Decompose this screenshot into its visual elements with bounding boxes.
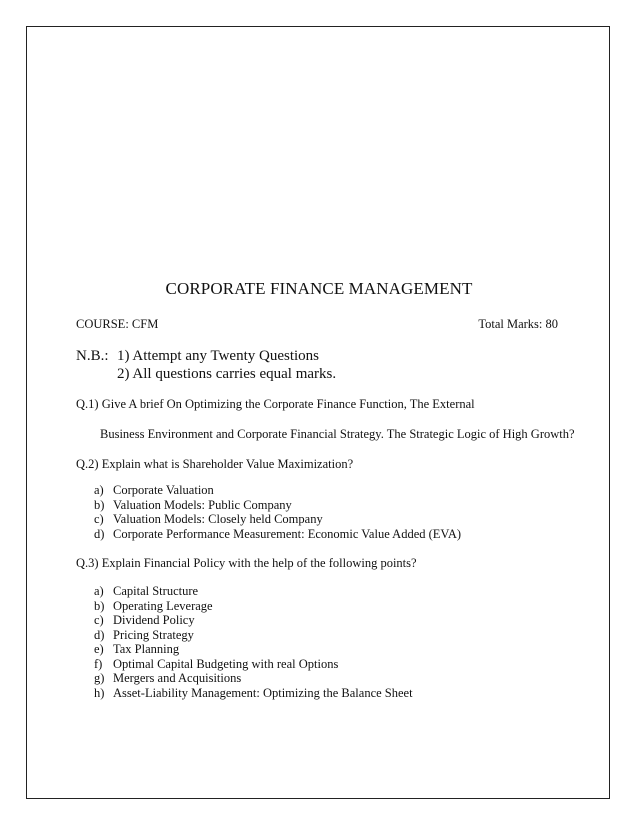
list-item-text: Corporate Valuation bbox=[113, 483, 214, 497]
list-marker: a) bbox=[94, 584, 104, 598]
list-item-text: Tax Planning bbox=[113, 642, 180, 656]
list-item-text: Pricing Strategy bbox=[113, 627, 194, 642]
list-item-text: Valuation Models: Public Company bbox=[113, 497, 292, 512]
list-item bbox=[94, 613, 413, 628]
list-item bbox=[94, 628, 413, 643]
list-item bbox=[94, 483, 461, 498]
list-item-text: Capital Structure bbox=[113, 584, 199, 598]
list-item-text: Valuation Models: Closely held Company bbox=[113, 512, 323, 526]
list-item-text: Mergers and Acquisitions bbox=[113, 671, 242, 685]
question-3: Q.3) Explain Financial Policy with the help of the following points? bbox=[76, 556, 417, 570]
list-item bbox=[94, 657, 413, 672]
list-marker: f) bbox=[94, 656, 103, 671]
list-marker: c) bbox=[94, 613, 104, 627]
list-marker: c) bbox=[94, 512, 104, 526]
question-2: Q.2) Explain what is Shareholder Value Maximization? bbox=[76, 457, 354, 471]
list-item bbox=[94, 642, 413, 657]
list-marker: h) bbox=[94, 685, 105, 700]
list-item-text: Asset-Liability Management: Optimizing the Balance Sheet bbox=[113, 685, 413, 700]
nb-label: N.B.: bbox=[76, 348, 109, 364]
list-marker: a) bbox=[94, 483, 104, 497]
list-marker: b) bbox=[94, 598, 105, 613]
list-marker: d) bbox=[94, 526, 105, 541]
list-item bbox=[94, 671, 413, 686]
course-code: COURSE: CFM bbox=[76, 317, 159, 331]
list-item bbox=[94, 686, 413, 701]
list-item-text: Optimal Capital Budgeting with real Options bbox=[113, 656, 339, 671]
list-marker: e) bbox=[94, 642, 104, 656]
list-marker: g) bbox=[94, 671, 105, 685]
question-2-sublist bbox=[94, 483, 461, 541]
question-1-line-2: Business Environment and Corporate Financial Strategy. The Strategic Logic of High Growth? bbox=[100, 427, 575, 441]
nb-instruction-1: 1) Attempt any Twenty Questions bbox=[117, 348, 319, 364]
list-item bbox=[94, 527, 461, 542]
list-item bbox=[94, 584, 413, 599]
list-item bbox=[94, 498, 461, 513]
list-marker: b) bbox=[94, 497, 105, 512]
list-item-text: Dividend Policy bbox=[113, 613, 195, 627]
question-3-sublist bbox=[94, 584, 413, 700]
total-marks: Total Marks: 80 bbox=[478, 317, 558, 331]
nb-instruction-2: 2) All questions carries equal marks. bbox=[117, 366, 337, 382]
list-item-text: Corporate Performance Measurement: Economic Value Added (EVA) bbox=[113, 526, 462, 541]
list-item bbox=[94, 512, 461, 527]
question-1-line-1: Q.1) Give A brief On Optimizing the Corporate Finance Function, The External bbox=[76, 397, 475, 411]
list-item bbox=[94, 599, 413, 614]
list-marker: d) bbox=[94, 627, 105, 642]
list-item-text: Operating Leverage bbox=[113, 598, 213, 613]
document-title: CORPORATE FINANCE MANAGEMENT bbox=[165, 279, 473, 298]
